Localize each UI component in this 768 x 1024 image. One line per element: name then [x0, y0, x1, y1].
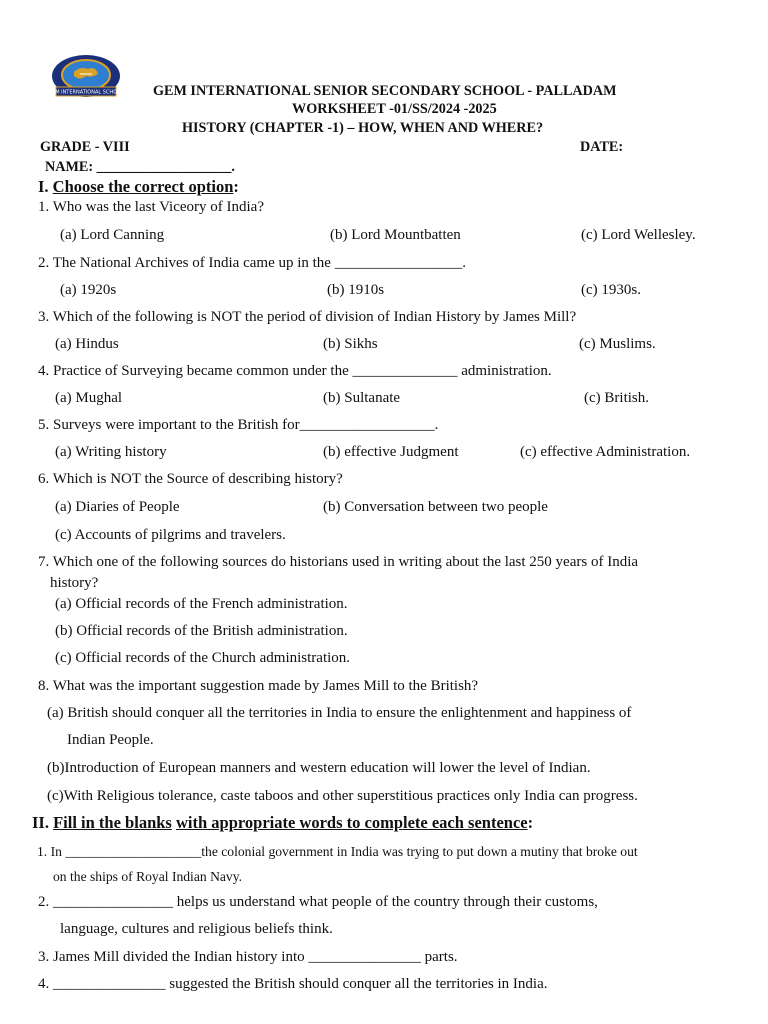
question-7-line-1: 7. Which one of the following sources do historians used in writing about the last 250 years of India: [38, 554, 639, 570]
q5-option-b: (b) effective Judgment: [323, 444, 459, 460]
question-8: 8. What was the important suggestion made by James Mill to the British?: [38, 678, 479, 694]
q8-option-c: (c)With Religious tolerance, caste taboos and other superstitious practices only India can progress.: [47, 788, 638, 804]
q5-option-a: (a) Writing history: [55, 444, 167, 460]
section-2-colon: :: [527, 813, 534, 832]
question-1: 1. Who was the last Viceory of India?: [38, 199, 264, 215]
q5-option-c: (c) effective Administration.: [520, 444, 691, 460]
section-2-heading: [32, 815, 533, 832]
worksheet-id: WORKSHEET -01/SS/2024 -2025: [292, 101, 497, 117]
section-2-numeral: II.: [32, 813, 49, 832]
blank-2-line-1: 2. ________________ helps us understand what people of the country through their customs,: [38, 894, 598, 910]
question-3: 3. Which of the following is NOT the period of division of Indian History by James Mill?: [38, 309, 577, 325]
section-1-colon: :: [233, 177, 239, 196]
name-label: NAME: ___________________.: [45, 159, 235, 175]
school-name: GEM INTERNATIONAL SENIOR SECONDARY SCHOOL - PALLADAM: [153, 83, 617, 99]
q8-option-b: (b)Introduction of European manners and western education will lower the level of Indian.: [47, 760, 591, 776]
q7-option-b: (b) Official records of the British administration.: [55, 623, 348, 639]
blank-1-line-1: 1. In ____________________the colonial government in India was trying to put down a mutiny that broke out: [37, 844, 638, 859]
blank-3: 3. James Mill divided the Indian history into _______________ parts.: [38, 949, 458, 965]
question-5: 5. Surveys were important to the British for__________________.: [38, 417, 439, 433]
q6-option-b: (b) Conversation between two people: [323, 499, 548, 515]
q1-option-c: (c) Lord Wellesley.: [581, 227, 696, 243]
grade-label: GRADE - VIII: [40, 139, 130, 155]
q3-option-c: (c) Muslims.: [579, 336, 656, 352]
blank-1-line-2: on the ships of Royal Indian Navy.: [53, 869, 243, 884]
blank-4: 4. _______________ suggested the British should conquer all the territories in India.: [38, 976, 548, 992]
question-6: 6. Which is NOT the Source of describing history?: [38, 471, 343, 487]
section-2-title-part-1: Fill in the blanks: [53, 813, 172, 832]
question-7-line-2: history?: [50, 575, 99, 591]
q3-option-b: (b) Sikhs: [323, 336, 378, 352]
question-2: 2. The National Archives of India came up in the _________________.: [38, 255, 466, 271]
q6-option-c: (c) Accounts of pilgrims and travelers.: [55, 527, 286, 543]
blank-2-line-2: language, cultures and religious beliefs think.: [60, 921, 333, 937]
q7-option-c: (c) Official records of the Church administration.: [55, 650, 351, 666]
q1-option-b: (b) Lord Mountbatten: [330, 227, 461, 243]
date-label: DATE:: [580, 139, 624, 155]
section-2-title-part-2: with appropriate words to complete each sentence: [175, 813, 528, 832]
section-1-heading: [38, 179, 239, 196]
question-4: 4. Practice of Surveying became common under the ______________ administration.: [38, 363, 552, 379]
q8-option-a-line-1: (a) British should conquer all the territories in India to ensure the enlightenment and happiness of: [47, 705, 632, 721]
q1-option-a: (a) Lord Canning: [60, 227, 165, 243]
q2-option-b: (b) 1910s: [327, 282, 385, 298]
school-logo: [50, 54, 122, 100]
q4-option-b: (b) Sultanate: [323, 390, 401, 406]
q4-option-c: (c) British.: [584, 390, 649, 406]
q2-option-c: (c) 1930s.: [581, 282, 641, 298]
q2-option-a: (a) 1920s: [60, 282, 117, 298]
q6-option-a: (a) Diaries of People: [55, 499, 180, 515]
worksheet-subject: HISTORY (CHAPTER -1) – HOW, WHEN AND WHERE?: [182, 120, 544, 136]
section-1-numeral: I.: [38, 177, 49, 196]
svg-text:GEM INTERNATIONAL SCHOOL: GEM INTERNATIONAL SCHOOL: [50, 89, 122, 96]
q3-option-a: (a) Hindus: [55, 336, 119, 352]
q7-option-a: (a) Official records of the French administration.: [55, 596, 348, 612]
q8-option-a-line-2: Indian People.: [67, 732, 154, 748]
q4-option-a: (a) Mughal: [55, 390, 123, 406]
section-1-title: Choose the correct option: [52, 177, 234, 196]
